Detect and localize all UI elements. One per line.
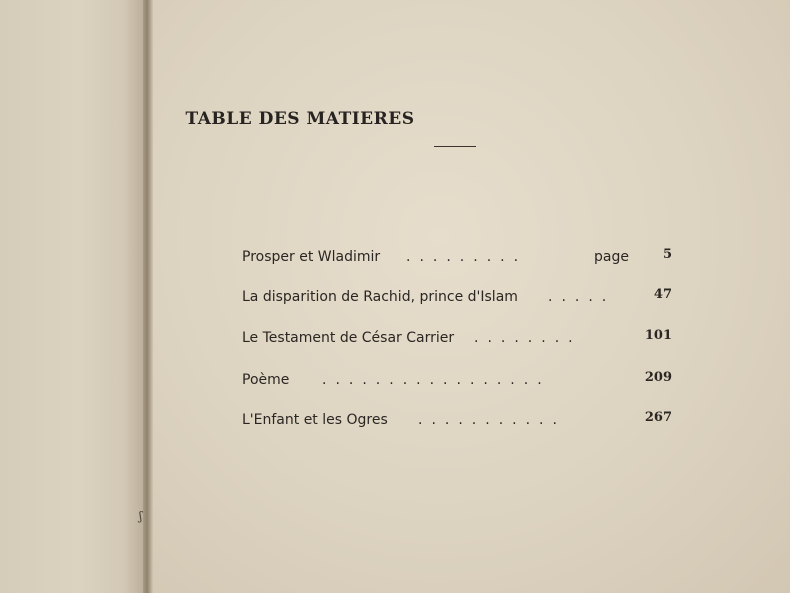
- dot-leader: .................: [322, 372, 551, 388]
- gutter-ink-mark: ʃ: [139, 509, 143, 523]
- toc-entry: [242, 289, 674, 311]
- dot-leader: .....: [548, 289, 616, 305]
- toc-entry-page-number: 267: [644, 410, 672, 425]
- page-title: TABLE DES MATIERES: [185, 109, 415, 129]
- toc-entry-title: Poème: [242, 372, 290, 388]
- toc-entry-title: L'Enfant et les Ogres: [242, 412, 388, 428]
- toc-entry: [242, 412, 674, 434]
- toc-entry-page-number: 209: [644, 370, 672, 385]
- toc-page-label: page: [594, 249, 629, 265]
- toc-entry-page-number: 47: [653, 287, 672, 302]
- dot-leader: .........: [406, 249, 528, 265]
- toc-entry-title: La disparition de Rachid, prince d'Islam: [242, 289, 518, 305]
- toc-entry: [242, 330, 674, 352]
- dot-leader: ...........: [418, 412, 566, 428]
- toc-entry: [242, 372, 674, 394]
- dot-leader: ........: [474, 330, 582, 346]
- toc-entry-title: Le Testament de César Carrier: [242, 330, 455, 346]
- toc-entry-title: Prosper et Wladimir: [242, 249, 381, 265]
- toc-entry: [242, 249, 674, 271]
- toc-entry-page-number: 5: [662, 247, 672, 262]
- toc-entry-page-number: 101: [644, 328, 672, 343]
